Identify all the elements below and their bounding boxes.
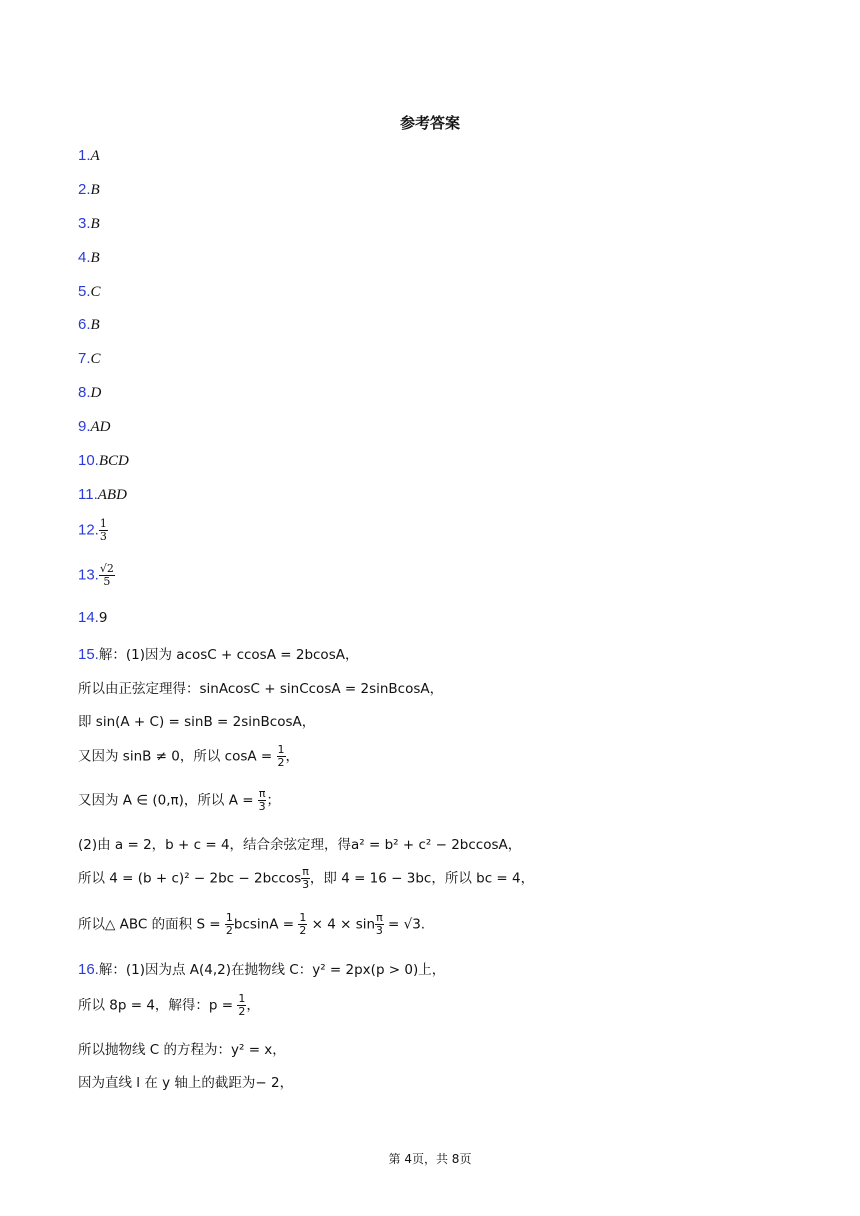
answer-8 xyxy=(78,384,101,402)
solution-text: 所以 8p = 4，解得：p = xyxy=(78,997,238,1014)
denominator: 2 xyxy=(299,924,307,937)
answer-number: 16. xyxy=(78,961,99,978)
q15-line-5 xyxy=(78,788,280,813)
answer-4 xyxy=(78,249,100,267)
page-footer: 第 4页，共 8页 xyxy=(388,1152,472,1166)
answer-number: 7. xyxy=(78,350,91,367)
denominator: 5 xyxy=(103,575,111,588)
q15-line-4 xyxy=(78,744,299,769)
answer-12 xyxy=(78,518,108,543)
answer-9 xyxy=(78,418,111,436)
denominator: 2 xyxy=(225,924,233,937)
answer-value: B xyxy=(90,182,100,198)
denominator: 3 xyxy=(375,924,383,937)
numerator: π xyxy=(302,865,309,878)
answer-2 xyxy=(78,181,100,199)
answer-3 xyxy=(78,215,100,233)
answer-value: BCD xyxy=(98,453,129,469)
q15-line-1 xyxy=(78,643,358,663)
solution-text: ； xyxy=(266,792,280,809)
answer-value: B xyxy=(90,250,100,266)
denominator: 2 xyxy=(277,756,285,769)
fraction xyxy=(99,518,108,543)
answer-value: C xyxy=(90,351,101,367)
fraction xyxy=(375,912,384,937)
q15-line-8 xyxy=(78,912,425,937)
numerator: √2 xyxy=(99,562,114,575)
q15-line-2: 所以由正弦定理得：sinAcosC + sinCcosA = 2sinBcosA， xyxy=(78,681,444,697)
q15-line-7 xyxy=(78,866,534,891)
q15-line-6: (2)由 a = 2，b + c = 4，结合余弦定理，得a² = b² + c² − 2bccosA， xyxy=(78,837,522,853)
answer-value: ABD xyxy=(97,487,127,503)
answer-value: B xyxy=(90,216,100,232)
solution-text: 解：(1)因为 acosC + ccosA = 2bcosA， xyxy=(98,647,359,663)
q15-line-3: 即 sin(A + C) = sinB = 2sinBcosA， xyxy=(78,714,316,730)
answer-number: 12. xyxy=(78,521,99,539)
answer-number: 4. xyxy=(78,249,91,266)
answer-value: C xyxy=(90,284,101,300)
numerator: 1 xyxy=(277,743,285,756)
answer-13 xyxy=(78,563,115,588)
solution-text: 所以 4 = (b + c)² − 2bc − 2bccos xyxy=(78,870,302,887)
solution-text: ， xyxy=(285,748,300,765)
q16-line-1 xyxy=(78,958,445,978)
answer-number: 5. xyxy=(78,283,91,300)
solution-text: 解：(1)因为点 A(4,2)在抛物线 C：y² = 2px(p > 0)上， xyxy=(98,962,446,978)
numerator: 1 xyxy=(99,517,107,530)
answer-14 xyxy=(78,609,107,626)
denominator: 3 xyxy=(99,530,107,543)
denominator: 3 xyxy=(302,878,310,891)
numerator: 1 xyxy=(225,911,233,924)
answer-value: A xyxy=(90,148,100,164)
solution-text: 又因为 sinB ≠ 0，所以 cosA = xyxy=(78,748,277,765)
solution-text: = √3. xyxy=(383,916,426,933)
q16-line-3: 所以抛物线 C 的方程为：y² = x， xyxy=(78,1042,286,1058)
answer-number: 10. xyxy=(78,452,99,469)
q16-line-4: 因为直线 l 在 y 轴上的截距为− 2， xyxy=(78,1075,294,1091)
denominator: 2 xyxy=(238,1005,246,1018)
fraction xyxy=(225,912,234,937)
answer-number: 14. xyxy=(78,609,99,626)
fraction xyxy=(99,563,115,588)
answer-5 xyxy=(78,283,101,301)
solution-text: 又因为 A ∈ (0,π)，所以 A = xyxy=(78,792,258,809)
answer-number: 3. xyxy=(78,215,91,232)
fraction xyxy=(301,866,310,891)
answer-10 xyxy=(78,452,129,470)
solution-text: ，即 4 = 16 − 3bc，所以 bc = 4， xyxy=(309,870,535,887)
numerator: 1 xyxy=(238,992,246,1005)
answer-value: B xyxy=(90,317,100,333)
answer-value: AD xyxy=(90,419,111,435)
answer-7 xyxy=(78,350,101,368)
solution-text: 所以△ ABC 的面积 S = xyxy=(78,916,225,933)
q16-line-2 xyxy=(78,993,260,1018)
numerator: π xyxy=(376,911,383,924)
denominator: 3 xyxy=(258,800,266,813)
page-title: 参考答案 xyxy=(399,114,460,132)
answer-number: 11. xyxy=(78,486,98,503)
numerator: 1 xyxy=(299,911,307,924)
answer-number: 13. xyxy=(78,566,99,584)
solution-text: ， xyxy=(246,997,260,1014)
answer-number: 15. xyxy=(78,646,99,663)
answer-number: 8. xyxy=(78,384,91,401)
answer-11 xyxy=(78,486,127,504)
solution-text: × 4 × sin xyxy=(307,916,376,933)
answer-number: 2. xyxy=(78,181,91,198)
answer-value: D xyxy=(90,385,102,401)
answer-value: 9 xyxy=(98,610,108,626)
answer-number: 1. xyxy=(78,147,91,164)
answer-number: 6. xyxy=(78,316,91,333)
answer-1 xyxy=(78,147,100,165)
answer-number: 9. xyxy=(78,418,91,435)
solution-text: bcsinA = xyxy=(233,916,299,933)
numerator: π xyxy=(258,787,266,800)
fraction xyxy=(277,744,286,769)
answer-6 xyxy=(78,316,100,334)
